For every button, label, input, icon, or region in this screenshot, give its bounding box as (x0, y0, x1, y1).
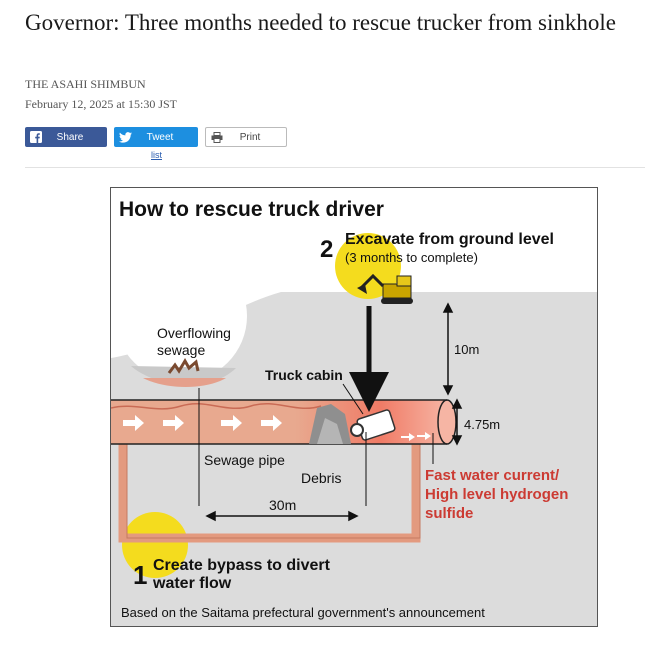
truck-cabin-label: Truck cabin (265, 367, 343, 383)
sewage-pipe-label: Sewage pipe (204, 452, 285, 468)
infographic-title: How to rescue truck driver (119, 198, 384, 221)
article-source: THE ASAHI SHIMBUN (25, 77, 146, 91)
current-label-1: Fast water current/ (425, 467, 560, 484)
step1-title-1: Create bypass to divert (153, 557, 330, 574)
step2-subtitle: (3 months to complete) (345, 250, 478, 265)
printer-icon (206, 127, 228, 147)
print-label: Print (239, 131, 261, 143)
article-title: Governor: Three months needed to rescue trucker from sinkhole (25, 10, 616, 35)
print-button[interactable] (205, 127, 287, 147)
list-link[interactable]: list (151, 150, 162, 160)
header-divider (25, 167, 645, 168)
step1-title-2: water flow (153, 575, 232, 592)
tweet-label: Tweet (146, 131, 174, 143)
facebook-share-button[interactable] (25, 127, 107, 147)
sewage-pipe (111, 400, 456, 444)
depth-label: 10m (454, 342, 480, 357)
article-date: February 12, 2025 at 15:30 JST (25, 97, 177, 111)
overflow-label-1: Overflowing (157, 325, 231, 341)
tweet-button[interactable] (114, 127, 198, 147)
debris-label: Debris (301, 470, 342, 486)
step2-number: 2 (320, 236, 334, 263)
step2-title: Excavate from ground level (345, 231, 554, 248)
twitter-icon (114, 127, 136, 147)
overflow-label-2: sewage (157, 342, 206, 358)
step1-number: 1 (133, 560, 148, 590)
distance-label: 30m (269, 497, 297, 513)
current-label-3: sulfide (425, 505, 474, 522)
source-note: Based on the Saitama prefectural government's announcement (121, 605, 485, 620)
rescue-infographic (110, 187, 598, 627)
diameter-label: 4.75m (464, 417, 501, 432)
current-label-2: High level hydrogen (425, 486, 569, 503)
facebook-icon (25, 127, 47, 147)
facebook-share-label: Share (56, 131, 84, 143)
